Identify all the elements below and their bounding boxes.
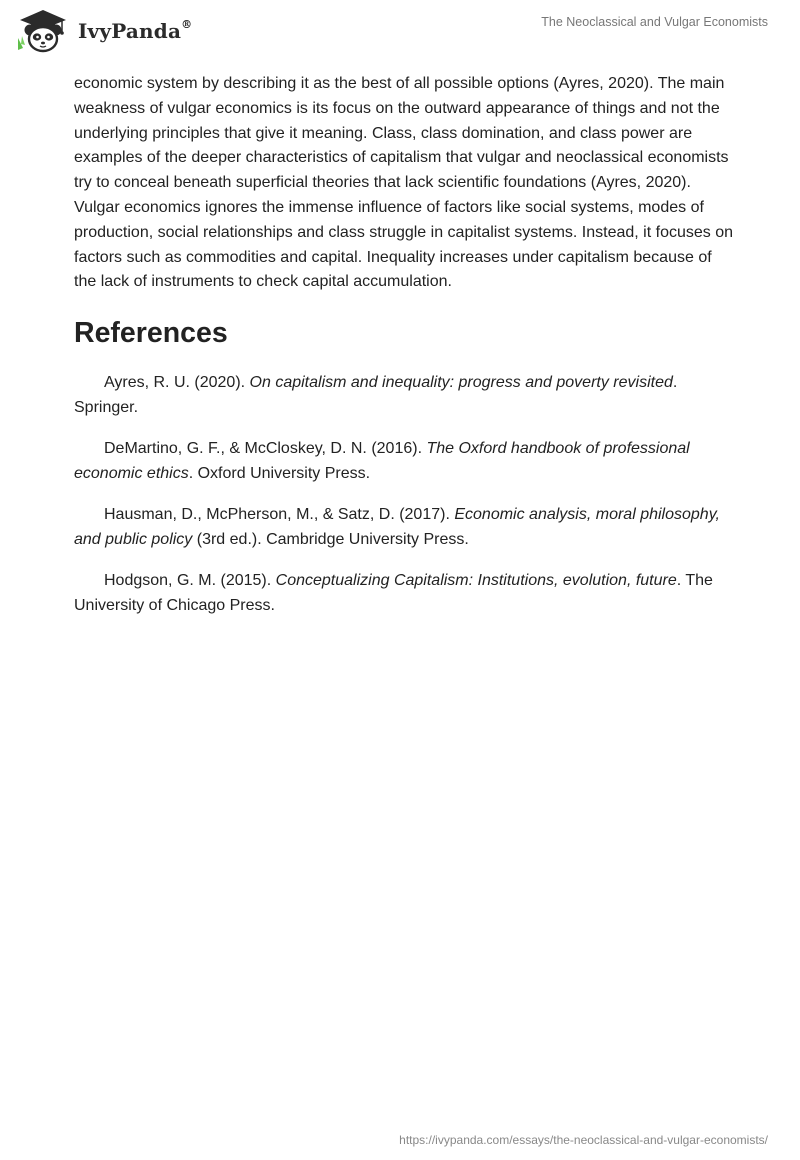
brand-name: IvyPanda® <box>78 18 193 43</box>
reference-item: DeMartino, G. F., & McCloskey, D. N. (2016). The Oxford handbook of professional economic ethics. Oxford University Press. <box>74 440 690 482</box>
references-list <box>74 371 734 618</box>
reference-item: Hodgson, G. M. (2015). Conceptualizing Capitalism: Institutions, evolution, future. The University of Chicago Press. <box>74 572 713 614</box>
body-paragraph: economic system by describing it as the best of all possible options (Ayres, 2020). The main weakness of vulgar economics is its focus on the outward appearance of things and not the underlying principles that give it meaning. Class, class domination, and class power are examples of the deeper characteristics of capitalism that vulgar and neoclassical economists try to conceal beneath superficial theories that lack scientific foundations (Ayres, 2020). Vulgar economics ignores the immense influence of factors like social systems, modes of production, social relationships and class struggle in capitalist systems. Instead, it focuses on factors such as commodities and capital. Inequality increases under capitalism because of the lack of instruments to check capital accumulation. <box>74 75 733 291</box>
reference-item: Ayres, R. U. (2020). On capitalism and inequality: progress and poverty revisited. Springer. <box>74 374 678 416</box>
page-header <box>0 0 800 64</box>
document-title: The Neoclassical and Vulgar Economists <box>541 15 768 29</box>
source-url-link[interactable]: https://ivypanda.com/essays/the-neoclassical-and-vulgar-economists/ <box>399 1133 768 1147</box>
reference-item: Hausman, D., McPherson, M., & Satz, D. (2017). Economic analysis, moral philosophy, and public policy (3rd ed.). Cambridge University Press. <box>74 506 720 548</box>
brand-logo[interactable] <box>14 8 192 54</box>
references-heading: References <box>74 317 228 350</box>
document-body <box>74 72 734 635</box>
panda-graduate-icon <box>14 8 72 54</box>
